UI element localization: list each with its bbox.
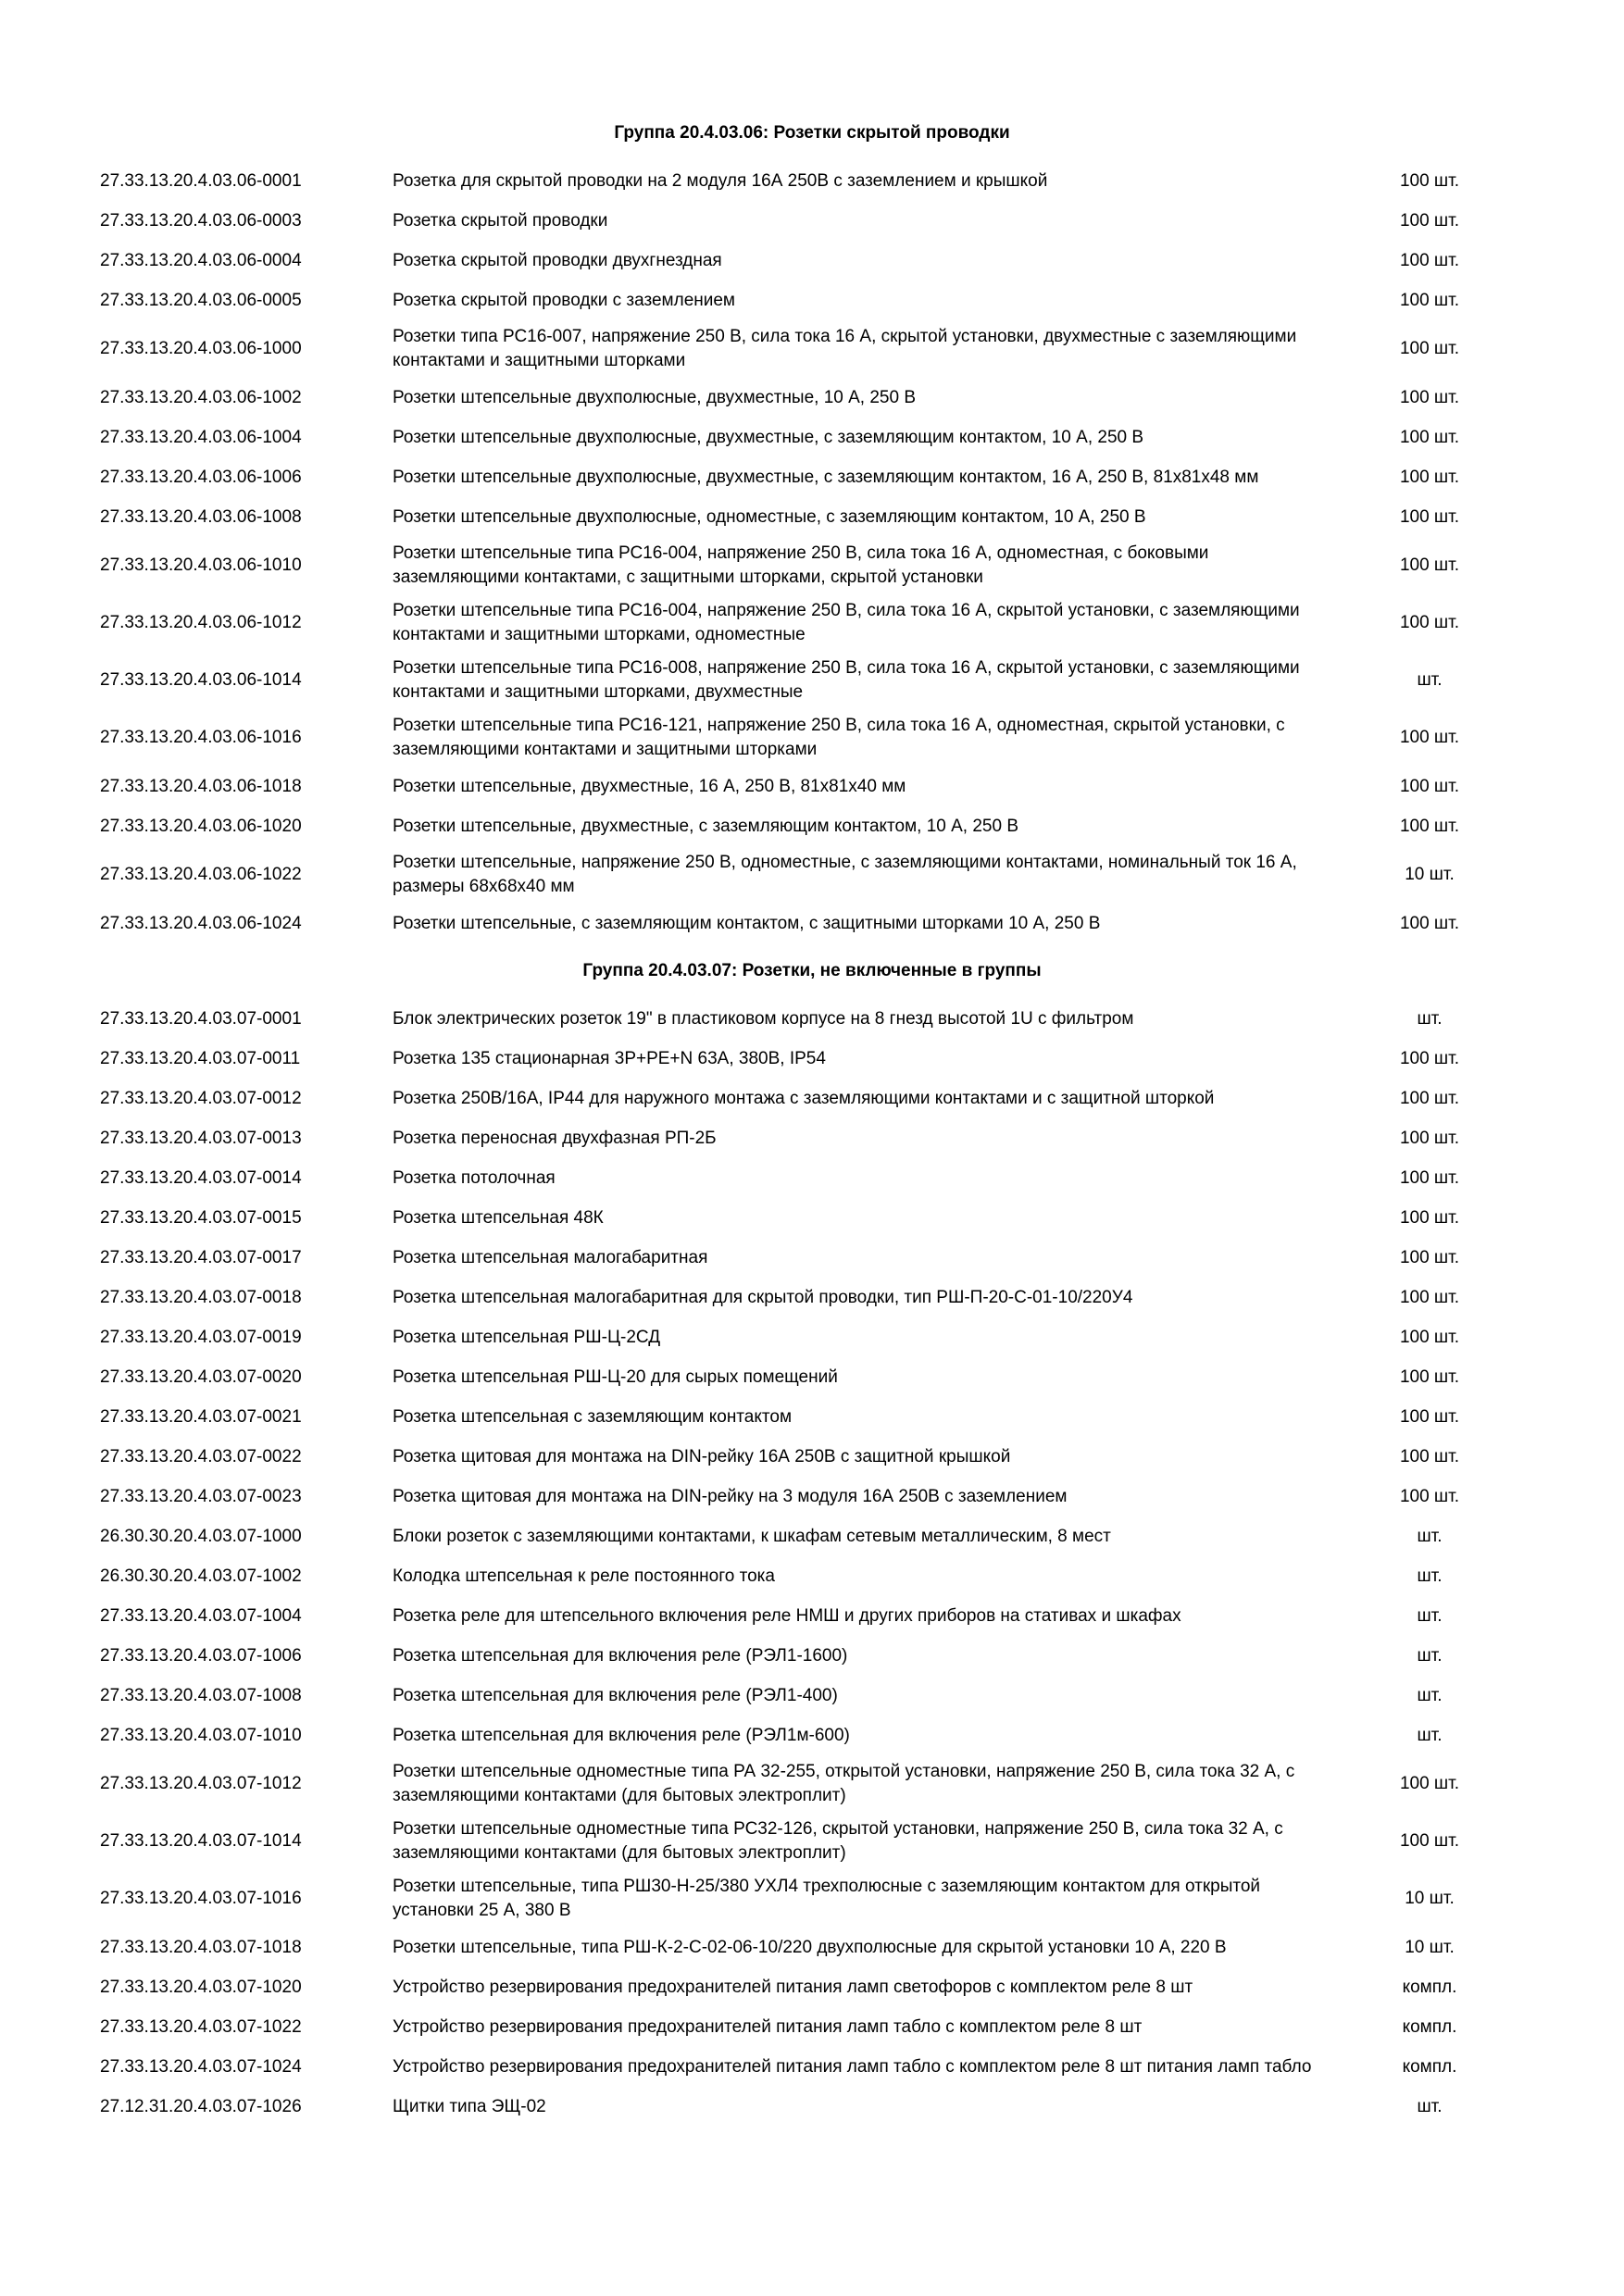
row-unit: 100 шт.: [1399, 1287, 1460, 1307]
table-row: [0, 1596, 1624, 1636]
row-code: 27.33.13.20.4.03.07-1020: [100, 1977, 302, 1997]
table-row: [0, 161, 1624, 201]
row-unit: 10 шт.: [1405, 865, 1455, 884]
table-row: [0, 1813, 1624, 1870]
row-name: Розетка штепсельная с заземляющим контактом: [393, 1406, 793, 1427]
table-row: [0, 1079, 1624, 1118]
row-name: Розетки штепсельные, напряжение 250 В, одноместные, с заземляющими контактами, номинальный ток 16 А, размеры 68х68х40 мм: [393, 853, 1297, 896]
row-code: 27.33.13.20.4.03.07-1016: [100, 1889, 302, 1908]
table-row: [0, 846, 1624, 904]
table-row: [0, 1556, 1624, 1596]
table-row: [0, 1755, 1624, 1813]
row-unit: компл.: [1402, 1977, 1457, 1997]
table-row: [0, 767, 1624, 806]
row-name: Розетка штепсельная малогабаритная: [393, 1247, 708, 1267]
row-code: 27.33.13.20.4.03.07-0023: [100, 1486, 302, 1506]
row-code: 27.33.13.20.4.03.06-1008: [100, 506, 302, 527]
row-code: 27.33.13.20.4.03.07-1008: [100, 1685, 302, 1705]
row-code: 27.33.13.20.4.03.06-0001: [100, 170, 302, 191]
row-unit: 100 шт.: [1399, 1048, 1460, 1068]
table-row: [0, 1928, 1624, 1967]
row-name: Розетка штепсельная РШ-Ц-2СД: [393, 1327, 661, 1347]
table-row: [0, 2047, 1624, 2087]
row-code: 27.33.13.20.4.03.07-1024: [100, 2056, 302, 2077]
table-row: [0, 201, 1624, 241]
row-unit: шт.: [1417, 670, 1443, 690]
row-name: Розетка щитовая для монтажа на DIN-рейку 16А 250В с защитной крышкой: [393, 1446, 1011, 1466]
row-unit: шт.: [1417, 2096, 1443, 2116]
row-unit: 10 шт.: [1405, 1889, 1455, 1908]
row-unit: 100 шт.: [1399, 728, 1460, 747]
row-code: 27.33.13.20.4.03.07-0014: [100, 1167, 302, 1188]
row-unit: 100 шт.: [1399, 1774, 1460, 1793]
group-20-4-03-07: [0, 943, 1624, 2127]
row-name: Розетки штепсельные, типа РШ30-Н-25/380 УХЛ4 трехполюсные с заземляющим контактом для открытой установки 25 А, 380 В: [393, 1877, 1261, 1920]
row-unit: 100 шт.: [1399, 1327, 1460, 1347]
row-unit: 100 шт.: [1399, 1446, 1460, 1466]
row-unit: 100 шт.: [1399, 1366, 1460, 1387]
table-row: [0, 418, 1624, 457]
row-name: Розетка скрытой проводки двухгнездная: [393, 250, 722, 270]
row-code: 27.33.13.20.4.03.06-1012: [100, 613, 302, 632]
row-unit: 100 шт.: [1399, 1088, 1460, 1108]
row-name: Розетки типа РС16-007, напряжение 250 В, сила тока 16 А, скрытой установки, двухместные с заземляющими контактами и защитными шторками: [393, 327, 1297, 370]
row-code: 27.33.13.20.4.03.06-0003: [100, 210, 302, 231]
row-code: 27.33.13.20.4.03.07-1014: [100, 1831, 302, 1851]
table-row: [0, 1397, 1624, 1437]
table-row: [0, 1198, 1624, 1238]
table-row: [0, 537, 1624, 594]
row-unit: 100 шт.: [1399, 210, 1460, 231]
row-unit: 100 шт.: [1399, 1128, 1460, 1148]
row-code: 27.33.13.20.4.03.06-1000: [100, 339, 302, 358]
row-code: 27.33.13.20.4.03.06-1002: [100, 387, 302, 407]
row-unit: 100 шт.: [1399, 1831, 1460, 1851]
row-unit: 100 шт.: [1399, 555, 1460, 575]
row-name: Розетка 135 стационарная 3Р+РЕ+N 63А, 380В, IP54: [393, 1048, 826, 1068]
row-unit: 10 шт.: [1405, 1937, 1455, 1957]
row-unit: 100 шт.: [1399, 339, 1460, 358]
table-row: [0, 1278, 1624, 1317]
table-row: [0, 1477, 1624, 1516]
table-row: [0, 652, 1624, 709]
row-code: 26.30.30.20.4.03.07-1000: [100, 1526, 302, 1546]
row-name: Розетки штепсельные двухполюсные, двухместные, с заземляющим контактом, 10 А, 250 В: [393, 427, 1144, 447]
table-row: [0, 241, 1624, 281]
row-unit: шт.: [1417, 1605, 1443, 1626]
row-code: 27.33.13.20.4.03.07-1010: [100, 1725, 302, 1745]
row-unit: шт.: [1417, 1685, 1443, 1705]
row-name: Розетка штепсельная 48К: [393, 1207, 604, 1228]
row-code: 27.33.13.20.4.03.07-1012: [100, 1774, 302, 1793]
row-name: Розетки штепсельные типа РС16-008, напряжение 250 В, сила тока 16 А, скрытой установки, с заземляющими контактами и защитными шторками, двухместные: [393, 658, 1300, 702]
table-row: [0, 594, 1624, 652]
row-unit: 100 шт.: [1399, 816, 1460, 836]
row-unit: 100 шт.: [1399, 427, 1460, 447]
row-code: 27.33.13.20.4.03.06-0005: [100, 290, 302, 310]
row-code: 27.33.13.20.4.03.07-0015: [100, 1207, 302, 1228]
row-unit: 100 шт.: [1399, 1406, 1460, 1427]
row-name: Розетка скрытой проводки с заземлением: [393, 290, 735, 310]
table-row: [0, 1158, 1624, 1198]
row-code: 27.33.13.20.4.03.06-1018: [100, 776, 302, 796]
row-name: Розетки штепсельные, двухместные, 16 А, 250 В, 81х81х40 мм: [393, 776, 906, 796]
row-code: 27.33.13.20.4.03.07-0022: [100, 1446, 302, 1466]
table-row: [0, 457, 1624, 497]
row-code: 27.33.13.20.4.03.06-1024: [100, 913, 302, 933]
table-row: [0, 497, 1624, 537]
row-name: Розетка скрытой проводки: [393, 210, 608, 231]
row-code: 27.33.13.20.4.03.07-0001: [100, 1008, 302, 1029]
group-rows: [0, 999, 1624, 2127]
row-name: Розетка переносная двухфазная РП-2Б: [393, 1128, 717, 1148]
row-code: 27.33.13.20.4.03.07-0013: [100, 1128, 302, 1148]
table-row: [0, 999, 1624, 1039]
row-name: Розетка штепсельная для включения реле (РЭЛ1м-600): [393, 1725, 850, 1745]
row-code: 27.33.13.20.4.03.06-1004: [100, 427, 302, 447]
table-row: [0, 378, 1624, 418]
row-unit: 100 шт.: [1399, 913, 1460, 933]
row-code: 27.33.13.20.4.03.07-0020: [100, 1366, 302, 1387]
row-code: 27.33.13.20.4.03.06-0004: [100, 250, 302, 270]
table-row: [0, 281, 1624, 320]
table-row: [0, 2007, 1624, 2047]
row-code: 27.33.13.20.4.03.06-1016: [100, 728, 302, 747]
table-row: [0, 1636, 1624, 1676]
table-row: [0, 1716, 1624, 1755]
row-code: 27.33.13.20.4.03.07-0021: [100, 1406, 302, 1427]
group-title: Группа 20.4.03.07: Розетки, не включенные в группы: [582, 961, 1042, 980]
row-code: 27.33.13.20.4.03.06-1010: [100, 555, 302, 575]
row-name: Блок электрических розеток 19" в пластиковом корпусе на 8 гнезд высотой 1U с фильтром: [393, 1008, 1134, 1029]
table-row: [0, 320, 1624, 378]
row-name: Щитки типа ЭЩ-02: [393, 2096, 546, 2116]
row-code: 26.30.30.20.4.03.07-1002: [100, 1566, 302, 1586]
row-unit: 100 шт.: [1399, 506, 1460, 527]
row-unit: 100 шт.: [1399, 1486, 1460, 1506]
row-unit: 100 шт.: [1399, 776, 1460, 796]
row-name: Розетка штепсельная малогабаритная для скрытой проводки, тип РШ-П-20-С-01-10/220У4: [393, 1287, 1133, 1307]
row-unit: компл.: [1402, 2056, 1457, 2077]
row-name: Розетки штепсельные двухполюсные, одноместные, с заземляющим контактом, 10 А, 250 В: [393, 506, 1146, 527]
table-row: [0, 1118, 1624, 1158]
group-rows: [0, 161, 1624, 943]
row-unit: шт.: [1417, 1526, 1443, 1546]
row-name: Розетка штепсельная для включения реле (РЭЛ1-400): [393, 1685, 838, 1705]
row-unit: 100 шт.: [1399, 170, 1460, 191]
row-name: Розетки штепсельные одноместные типа РС32-126, скрытой установки, напряжение 250 В, сила тока 32 А, с заземляющими контактами (для бытовых электроплит): [393, 1819, 1283, 1863]
row-unit: шт.: [1417, 1008, 1443, 1029]
row-code: 27.33.13.20.4.03.07-1006: [100, 1645, 302, 1666]
row-unit: шт.: [1417, 1645, 1443, 1666]
row-name: Розетки штепсельные типа РС16-004, напряжение 250 В, сила тока 16 А, одноместная, с боковыми заземляющими контактами, с защитными шторками, скрытой установки: [393, 543, 1209, 587]
row-unit: 100 шт.: [1399, 1167, 1460, 1188]
row-name: Розетки штепсельные, с заземляющим контактом, с защитными шторками 10 А, 250 В: [393, 913, 1101, 933]
table-row: [0, 2087, 1624, 2127]
table-row: [0, 1437, 1624, 1477]
table-row: [0, 904, 1624, 943]
table-row: [0, 1238, 1624, 1278]
row-name: Розетка 250В/16А, IP44 для наружного монтажа с заземляющими контактами и с защитной шторкой: [393, 1088, 1215, 1108]
row-name: Розетка реле для штепсельного включения реле НМШ и других приборов на стативах и шкафах: [393, 1605, 1181, 1626]
row-name: Розетка щитовая для монтажа на DIN-рейку на 3 модуля 16А 250В с заземлением: [393, 1486, 1068, 1506]
group-20-4-03-06: [0, 106, 1624, 943]
row-code: 27.33.13.20.4.03.07-1018: [100, 1937, 302, 1957]
table-row: [0, 1317, 1624, 1357]
row-name: Розетки штепсельные типа РС16-004, напряжение 250 В, сила тока 16 А, скрытой установки, с заземляющими контактами и защитными шторками, одноместные: [393, 601, 1300, 644]
row-unit: шт.: [1417, 1725, 1443, 1745]
row-unit: компл.: [1402, 2016, 1457, 2037]
row-code: 27.33.13.20.4.03.06-1006: [100, 467, 302, 487]
row-code: 27.33.13.20.4.03.07-1022: [100, 2016, 302, 2037]
row-code: 27.33.13.20.4.03.07-0018: [100, 1287, 302, 1307]
row-code: 27.33.13.20.4.03.06-1020: [100, 816, 302, 836]
row-code: 27.12.31.20.4.03.07-1026: [100, 2096, 302, 2116]
row-unit: 100 шт.: [1399, 250, 1460, 270]
row-code: 27.33.13.20.4.03.07-1004: [100, 1605, 302, 1626]
row-name: Розетка штепсельная для включения реле (РЭЛ1-1600): [393, 1645, 848, 1666]
row-name: Розетки штепсельные одноместные типа РА 32-255, открытой установки, напряжение 250 В, сила тока 32 А, с заземляющими контактами (для бытовых электроплит): [393, 1762, 1295, 1805]
row-name: Розетки штепсельные, двухместные, с заземляющим контактом, 10 А, 250 В: [393, 816, 1019, 836]
table-row: [0, 1357, 1624, 1397]
row-code: 27.33.13.20.4.03.07-0019: [100, 1327, 302, 1347]
table-row: [0, 1039, 1624, 1079]
row-unit: 100 шт.: [1399, 1247, 1460, 1267]
row-unit: 100 шт.: [1399, 290, 1460, 310]
row-code: 27.33.13.20.4.03.07-0011: [100, 1048, 301, 1068]
row-name: Устройство резервирования предохранителей питания ламп светофоров с комплектом реле 8 шт: [393, 1977, 1193, 1997]
row-name: Розетка штепсельная РШ-Ц-20 для сырых помещений: [393, 1366, 838, 1387]
row-name: Розетки штепсельные двухполюсные, двухместные, 10 А, 250 В: [393, 387, 917, 407]
table-row: [0, 709, 1624, 767]
row-name: Розетки штепсельные двухполюсные, двухместные, с заземляющим контактом, 16 А, 250 В, 81х81х48 мм: [393, 467, 1259, 487]
row-name: Розетки штепсельные, типа РШ-К-2-С-02-06-10/220 двухполюсные для скрытой установки 10 А, 220 В: [393, 1937, 1227, 1957]
row-name: Розетки штепсельные типа РС16-121, напряжение 250 В, сила тока 16 А, одноместная, скрытой установки, с заземляющими контактами и защитными шторками: [393, 716, 1285, 759]
row-unit: шт.: [1417, 1566, 1443, 1586]
row-name: Блоки розеток с заземляющими контактами, к шкафам сетевым металлическим, 8 мест: [393, 1526, 1111, 1546]
row-code: 27.33.13.20.4.03.06-1014: [100, 670, 302, 690]
table-row: [0, 1676, 1624, 1716]
table-row: [0, 1967, 1624, 2007]
row-code: 27.33.13.20.4.03.07-0012: [100, 1088, 302, 1108]
row-unit: 100 шт.: [1399, 387, 1460, 407]
row-unit: 100 шт.: [1399, 1207, 1460, 1228]
row-unit: 100 шт.: [1399, 467, 1460, 487]
row-name: Розетка потолочная: [393, 1167, 556, 1188]
row-name: Колодка штепсельная к реле постоянного тока: [393, 1566, 775, 1586]
group-title: Группа 20.4.03.06: Розетки скрытой проводки: [614, 123, 1010, 143]
row-name: Розетка для скрытой проводки на 2 модуля 16А 250В с заземлением и крышкой: [393, 170, 1048, 191]
row-unit: 100 шт.: [1399, 613, 1460, 632]
row-code: 27.33.13.20.4.03.06-1022: [100, 865, 302, 884]
table-row: [0, 1870, 1624, 1928]
table-row: [0, 1516, 1624, 1556]
table-row: [0, 806, 1624, 846]
row-name: Устройство резервирования предохранителей питания ламп табло с комплектом реле 8 шт питания ламп табло: [393, 2056, 1312, 2077]
row-name: Устройство резервирования предохранителей питания ламп табло с комплектом реле 8 шт: [393, 2016, 1143, 2037]
row-code: 27.33.13.20.4.03.07-0017: [100, 1247, 302, 1267]
